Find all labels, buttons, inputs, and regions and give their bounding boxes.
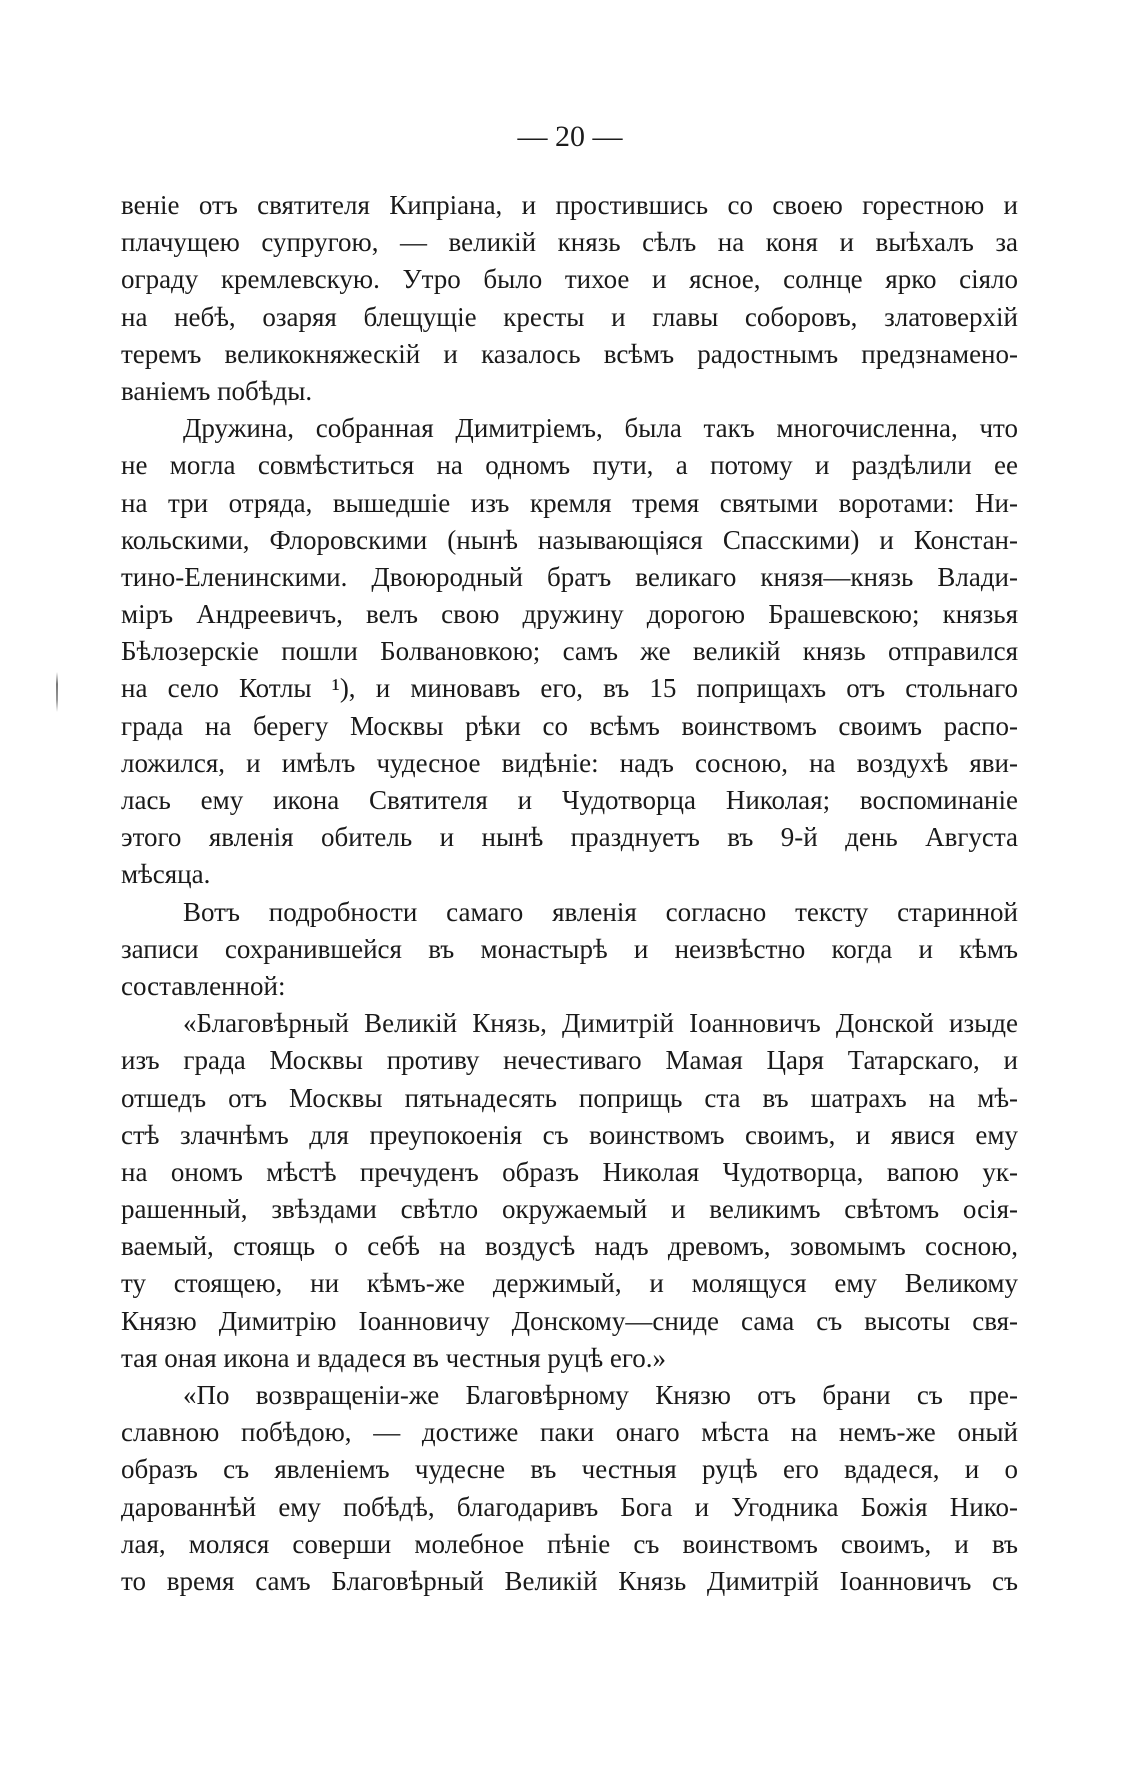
text-line: Дружина, собранная Димитріемъ, была такъ многочисленна, что [183,413,1018,444]
paragraph [121,894,1018,1006]
text-line: тино-Еленинскими. Двоюродный братъ великаго князя—князь Влади- [121,561,1018,592]
text-line: лась ему икона Святителя и Чудотворца Николая; воспоминаніе [121,785,1018,815]
text-line: изъ града Москвы противу нечестиваго Мамая Царя Татарскаго, и [121,1045,1018,1076]
text-line: «Благовѣрный Великій Князь, Димитрій Іоанновичъ Донской изыде [183,1008,1018,1039]
text-line: составленной: [121,970,286,1001]
text-line: кольскими, Флоровскими (нынѣ называющіяся Спасскими) и Констан- [121,524,1018,555]
text-line: ту стоящею, ни кѣмъ-же держимый, и молящуся ему Великому [121,1268,1018,1299]
text-line: Вотъ подробности самаго явленія согласно тексту старинной [183,896,1018,927]
text-line: на три отряда, вышедшіе изъ кремля тремя святыми воротами: Ни- [121,487,1018,518]
text-line: на небѣ, озаряя блещущіе кресты и главы соборовъ, златоверхій [121,301,1018,332]
text-line: рашенный, звѣздами свѣтло окружаемый и великимъ свѣтомъ осія- [121,1194,1018,1225]
paragraph [121,410,1018,893]
body-text [121,187,1018,1600]
paragraph [121,1005,1018,1377]
text-line: отшедъ отъ Москвы пятьнадесять поприщь ста въ шатрахъ на мѣ- [121,1082,1018,1113]
text-line: Бѣлозерскіе пошли Болвановкою; самъ же великій князь отправился [121,636,1018,667]
text-line: лая, моляся соверши молебное пѣніе съ воинствомъ своимъ, и въ [121,1528,1018,1559]
text-line: дарованнѣй ему побѣдѣ, благодаривъ Бога и Угодника Божія Нико- [121,1491,1018,1522]
text-line: образъ съ явленіемъ чудесне въ честныя руцѣ его вдадеся, и о [121,1454,1018,1485]
text-line: міръ Андреевичъ, велъ свою дружину дорогою Брашевскою; князья [121,599,1018,630]
text-line: не могла совмѣститься на одномъ пути, а потому и раздѣлили ее [121,450,1018,481]
text-line: ложился, и имѣлъ чудесное видѣніе: надъ сосною, на воздухѣ яви- [121,747,1018,778]
text-line: тая оная икона и вдадеся въ честныя руцѣ его.» [121,1342,667,1373]
margin-mark [56,672,58,712]
text-line: стѣ злачнѣмъ для преупокоенія съ воинствомъ своимъ, и явися ему [121,1119,1018,1150]
text-line: теремъ великокняжескій и казалось всѣмъ радостнымъ предзнамено- [121,338,1018,369]
text-line: записи сохранившейся въ монастырѣ и неизвѣстно когда и кѣмъ [121,933,1018,964]
text-line: то время самъ Благовѣрный Великій Князь Димитрій Іоанновичъ съ [121,1565,1018,1596]
text-line: славною побѣдою, — достиже паки онаго мѣста на немъ-же оный [121,1417,1018,1448]
text-line: града на берегу Москвы рѣки со всѣмъ воинствомъ своимъ распо- [121,710,1018,741]
text-line: ограду кремлевскую. Утро было тихое и ясное, солнце ярко сіяло [121,264,1018,295]
paragraph [121,187,1018,410]
text-line: на ономъ мѣстѣ пречуденъ образъ Николая Чудотворца, вапою ук- [121,1156,1018,1187]
text-line: ваемый, стоящь о себѣ на воздусѣ надъ древомъ, зовомымъ сосною, [121,1231,1018,1262]
text-line: Князю Димитрію Іоанновичу Донскому—сниде сама съ высоты свя- [121,1305,1018,1336]
text-line: плачущею супругою, — великій князь сѣлъ на коня и выѣхалъ за [121,227,1018,258]
text-line: мѣсяца. [121,859,211,890]
paragraph [121,1377,1018,1600]
text-line: ваніемъ побѣды. [121,375,313,406]
page-number: — 20 — [517,120,623,153]
text-line: этого явленія обитель и нынѣ празднуетъ въ 9-й день Августа [121,822,1018,853]
text-line: «По возвращеніи-же Благовѣрному Князю отъ брани съ пре- [183,1380,1018,1410]
text-line: веніе отъ святителя Кипріана, и простившись со своею горестною и [121,190,1018,220]
text-line: на село Котлы ¹), и миновавъ его, въ 15 поприщахъ отъ стольнаго [121,673,1018,704]
